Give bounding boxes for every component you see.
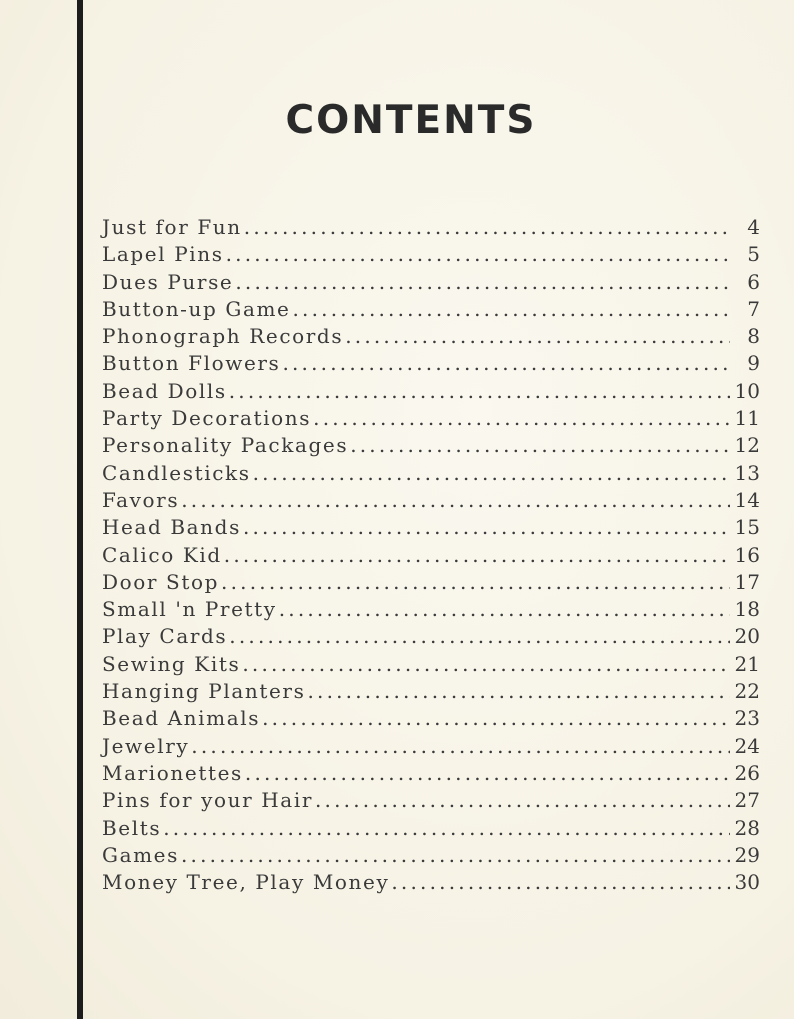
toc-entry-title: Button Flowers	[102, 351, 281, 376]
toc-entry-title: Hanging Planters	[102, 679, 306, 704]
toc-entry-title: Marionettes	[102, 760, 243, 785]
toc-entry-title: Jewelry	[102, 733, 190, 758]
toc-entry-title: Head Bands	[102, 515, 241, 540]
toc-entry-page-number: 16	[734, 542, 760, 567]
toc-entry	[102, 870, 760, 897]
toc-entry-page-number: 14	[734, 487, 760, 512]
toc-entry-page-number: 9	[747, 351, 760, 376]
toc-entry-page-number: 15	[734, 515, 760, 540]
toc-entry	[102, 461, 760, 488]
toc-entry	[102, 379, 760, 406]
toc-entry-title: Belts	[102, 815, 162, 840]
toc-entry-page-number: 29	[734, 842, 760, 867]
toc-entry-title: Bead Animals	[102, 706, 261, 731]
toc-entry-page-number: 11	[734, 406, 760, 431]
dot-leader	[253, 461, 730, 485]
toc-entry-page-number: 21	[734, 651, 760, 676]
dot-leader	[345, 324, 730, 348]
dot-leader	[279, 597, 730, 621]
toc-entry-page-number: 23	[734, 706, 760, 731]
toc-entry-title: Just for Fun	[102, 215, 242, 239]
dot-leader	[292, 297, 730, 321]
toc-entry	[102, 270, 760, 297]
dot-leader	[163, 816, 730, 840]
toc-entry	[102, 843, 760, 870]
dot-leader	[391, 870, 730, 894]
toc-entry-page-number: 12	[734, 433, 760, 458]
dot-leader	[229, 624, 730, 648]
toc-entry	[102, 706, 760, 733]
toc-entry-page-number: 5	[747, 242, 760, 267]
toc-entry	[102, 515, 760, 542]
dot-leader	[350, 433, 730, 457]
dot-leader	[221, 570, 730, 594]
toc-entry-page-number: 10	[734, 378, 760, 403]
dot-leader	[243, 515, 730, 539]
dot-leader	[226, 242, 730, 266]
toc-entry-page-number: 30	[734, 870, 760, 895]
dot-leader	[181, 843, 730, 867]
toc-entry-page-number: 18	[734, 597, 760, 622]
toc-entry-title: Bead Dolls	[102, 378, 227, 403]
toc-entry	[102, 624, 760, 651]
dot-leader	[262, 706, 730, 730]
toc-entry-title: Candlesticks	[102, 460, 251, 485]
toc-entry-page-number: 17	[734, 569, 760, 594]
toc-entry-title: Money Tree, Play Money	[102, 870, 390, 895]
toc-entry-title: Button-up Game	[102, 296, 291, 321]
toc-entry	[102, 324, 760, 351]
dot-leader	[244, 215, 730, 239]
dot-leader	[191, 734, 730, 758]
toc-entry-title: Small 'n Pretty	[102, 597, 277, 622]
toc-entry	[102, 297, 760, 324]
toc-entry-page-number: 4	[747, 215, 760, 239]
toc-entry-title: Sewing Kits	[102, 651, 241, 676]
dot-leader	[245, 761, 730, 785]
toc-entry	[102, 215, 760, 242]
dot-leader	[282, 351, 730, 375]
toc-entry	[102, 406, 760, 433]
toc-entry-page-number: 20	[734, 624, 760, 649]
toc-entry-title: Party Decorations	[102, 406, 312, 431]
toc-entry	[102, 652, 760, 679]
toc-entry-page-number: 7	[747, 296, 760, 321]
toc-entry-page-number: 22	[734, 679, 760, 704]
dot-leader	[307, 679, 730, 703]
toc-entry	[102, 679, 760, 706]
toc-entry-title: Lapel Pins	[102, 242, 224, 267]
toc-entry	[102, 543, 760, 570]
toc-entry	[102, 433, 760, 460]
toc-entry-page-number: 27	[734, 788, 760, 813]
toc-entry	[102, 788, 760, 815]
toc-entry-title: Pins for your Hair	[102, 788, 313, 813]
toc-entry-page-number: 13	[734, 460, 760, 485]
toc-entry-title: Calico Kid	[102, 542, 222, 567]
toc-entry-title: Door Stop	[102, 569, 220, 594]
toc-entry-page-number: 26	[734, 760, 760, 785]
toc-entry-page-number: 28	[734, 815, 760, 840]
dot-leader	[181, 488, 730, 512]
dot-leader	[315, 788, 730, 812]
binding-rule	[77, 0, 83, 1019]
dot-leader	[313, 406, 730, 430]
toc-entry-page-number: 8	[747, 324, 760, 349]
toc-entry	[102, 488, 760, 515]
toc-entry-title: Phonograph Records	[102, 324, 344, 349]
toc-entry	[102, 761, 760, 788]
toc-entry	[102, 734, 760, 761]
toc-entry-page-number: 6	[747, 269, 760, 294]
toc-entry-title: Favors	[102, 487, 180, 512]
dot-leader	[229, 379, 730, 403]
toc-entry-page-number: 24	[734, 733, 760, 758]
toc-entry	[102, 242, 760, 269]
dot-leader	[235, 270, 730, 294]
table-of-contents	[102, 215, 760, 897]
dot-leader	[224, 543, 730, 567]
toc-entry	[102, 816, 760, 843]
toc-entry	[102, 570, 760, 597]
toc-entry-title: Games	[102, 842, 179, 867]
contents-heading: CONTENTS	[285, 98, 537, 144]
toc-entry	[102, 351, 760, 378]
dot-leader	[242, 652, 730, 676]
toc-entry-title: Play Cards	[102, 624, 228, 649]
toc-entry-title: Personality Packages	[102, 433, 349, 458]
toc-entry	[102, 597, 760, 624]
toc-entry-title: Dues Purse	[102, 269, 234, 294]
